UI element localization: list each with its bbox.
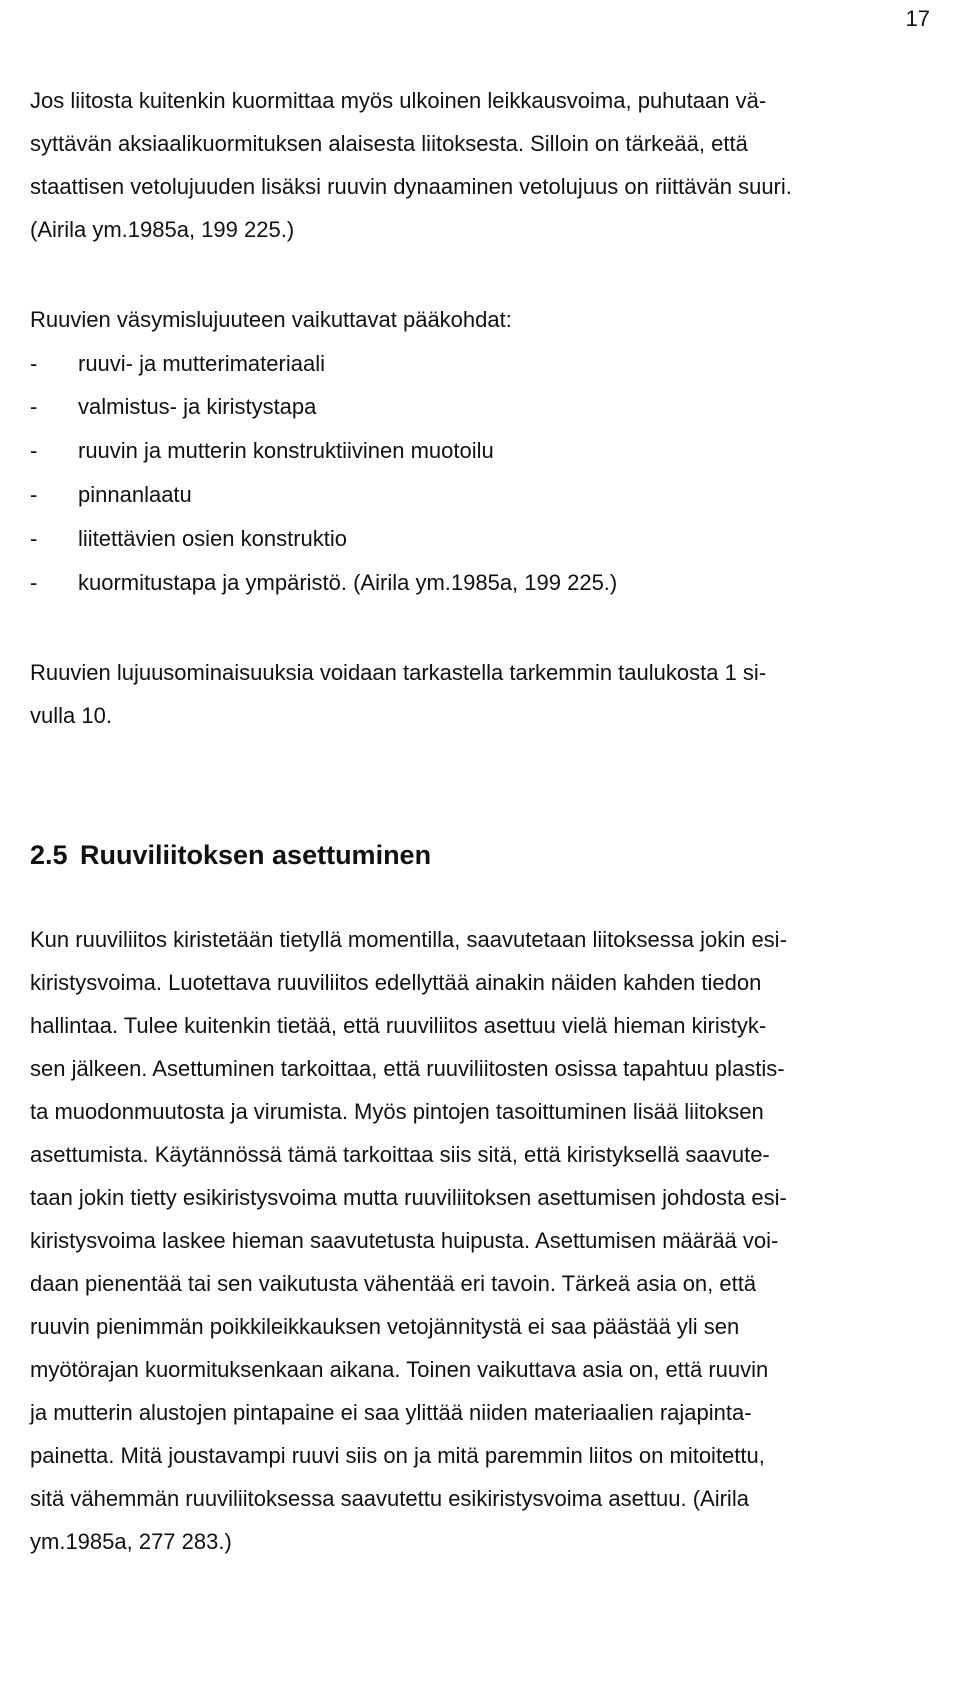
- list-item-text: kuormitustapa ja ympäristö. (Airila ym.1985a, 199 225.): [78, 570, 618, 595]
- paragraph-3-line-5: ta muodonmuutosta ja virumista. Myös pintojen tasoittuminen lisää liitoksen: [30, 1099, 764, 1124]
- section-title: Ruuviliitoksen asettuminen: [80, 840, 432, 870]
- page-number: 17: [905, 6, 930, 31]
- paragraph-3-line-2: kiristysvoima. Luotettava ruuviliitos edellyttää ainakin näiden kahden tiedon: [30, 970, 762, 995]
- list-item: [30, 570, 617, 596]
- paragraph-3-line-15: ym.1985a, 277 283.): [30, 1529, 232, 1554]
- paragraph-2-line-1: Ruuvien lujuusominaisuuksia voidaan tarkastella tarkemmin taulukosta 1 si-: [30, 660, 767, 685]
- paragraph-3-line-8: kiristysvoima laskee hieman saavutetusta huipusta. Asettumisen määrää voi-: [30, 1228, 779, 1253]
- paragraph-3-line-6: asettumista. Käytännössä tämä tarkoittaa siis sitä, että kiristyksellä saavute-: [30, 1142, 770, 1167]
- section-number: 2.5: [30, 840, 68, 870]
- paragraph-3-line-10: ruuvin pienimmän poikkileikkauksen vetojännitystä ei saa päästää yli sen: [30, 1314, 740, 1339]
- list-dash: -: [30, 394, 38, 419]
- paragraph-3-line-7: taan jokin tietty esikiristysvoima mutta ruuviliitoksen asettumisen johdosta esi-: [30, 1185, 787, 1210]
- paragraph-3-line-9: daan pienentää tai sen vaikutusta vähentää eri tavoin. Tärkeä asia on, että: [30, 1271, 757, 1296]
- list-item: [30, 394, 316, 420]
- list-item-text: ruuvin ja mutterin konstruktiivinen muotoilu: [78, 438, 494, 463]
- list-dash: -: [30, 351, 38, 376]
- list-intro: Ruuvien väsymislujuuteen vaikuttavat pääkohdat:: [30, 307, 512, 332]
- list-item: [30, 351, 325, 377]
- paragraph-3-line-3: hallintaa. Tulee kuitenkin tietää, että ruuviliitos asettuu vielä hieman kiristyk-: [30, 1013, 767, 1038]
- paragraph-3-line-12: ja mutterin alustojen pintapaine ei saa ylittää niiden materiaalien rajapinta-: [30, 1400, 752, 1425]
- list-item: [30, 438, 494, 464]
- list-item: [30, 482, 192, 508]
- list-item: [30, 526, 347, 552]
- section-heading: [30, 840, 431, 871]
- paragraph-3-line-1: Kun ruuviliitos kiristetään tietyllä momentilla, saavutetaan liitoksessa jokin esi-: [30, 927, 787, 952]
- paragraph-3-line-14: sitä vähemmän ruuviliitoksessa saavutettu esikiristysvoima asettuu. (Airila: [30, 1486, 749, 1511]
- paragraph-3-line-13: painetta. Mitä joustavampi ruuvi siis on ja mitä paremmin liitos on mitoitettu,: [30, 1443, 765, 1468]
- list-item-text: liitettävien osien konstruktio: [78, 526, 348, 551]
- paragraph-1-line-4: (Airila ym.1985a, 199 225.): [30, 217, 295, 242]
- list-item-text: pinnanlaatu: [78, 482, 192, 507]
- list-dash: -: [30, 526, 38, 551]
- list-dash: -: [30, 570, 38, 595]
- paragraph-1-line-2: syttävän aksiaalikuormituksen alaisesta liitoksesta. Silloin on tärkeää, että: [30, 131, 748, 156]
- paragraph-1-line-1: Jos liitosta kuitenkin kuormittaa myös ulkoinen leikkausvoima, puhutaan vä-: [30, 88, 767, 113]
- paragraph-2-line-2: vulla 10.: [30, 703, 112, 728]
- paragraph-3-line-11: myötörajan kuormituksenkaan aikana. Toinen vaikuttava asia on, että ruuvin: [30, 1357, 769, 1382]
- list-item-text: ruuvi- ja mutterimateriaali: [78, 351, 325, 376]
- list-item-text: valmistus- ja kiristystapa: [78, 394, 317, 419]
- paragraph-3-line-4: sen jälkeen. Asettuminen tarkoittaa, että ruuviliitosten osissa tapahtuu plastis-: [30, 1056, 785, 1081]
- paragraph-1-line-3: staattisen vetolujuuden lisäksi ruuvin dynaaminen vetolujuus on riittävän suuri.: [30, 174, 792, 199]
- list-dash: -: [30, 482, 38, 507]
- list-dash: -: [30, 438, 38, 463]
